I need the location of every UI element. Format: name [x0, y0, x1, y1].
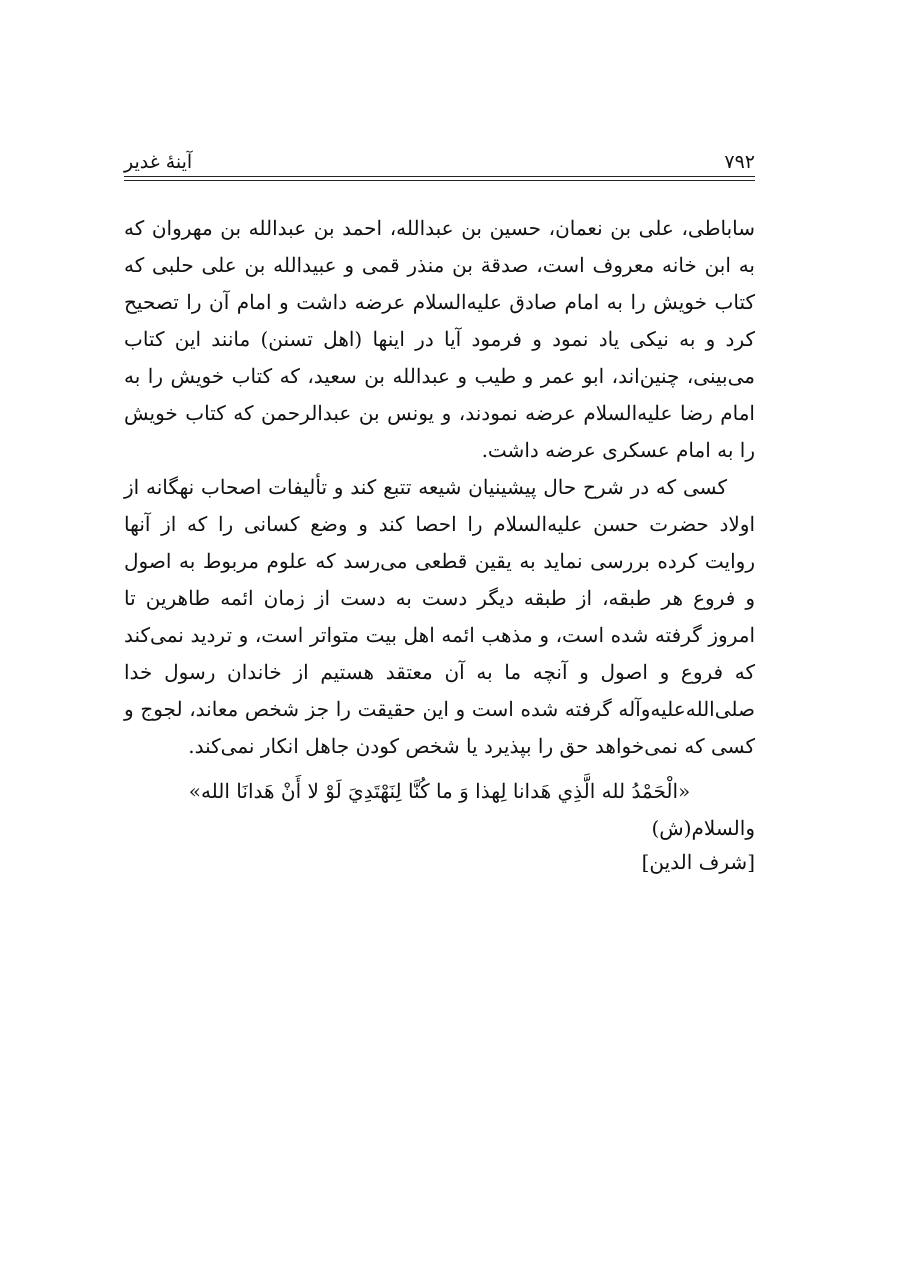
header-rule-thin — [124, 180, 755, 181]
running-head — [124, 146, 755, 174]
header-rule — [124, 176, 755, 177]
author-signature: [شرف الدين] — [641, 850, 755, 874]
quranic-quote: «الْحَمْدُ لله الَّذِي هَدانا لِهذا وَ ما كُنَّا لِنَهْتَدِيَ لَوْ لا أَنْ هَدانَا الله» — [188, 779, 691, 803]
body-text — [124, 210, 755, 879]
page-number: ۷۹۲ — [724, 151, 755, 173]
closing-salutation: والسلام(ش) — [651, 816, 755, 840]
book-title: آینهٔ غدیر — [124, 151, 193, 173]
paragraph-1: ساباطی، علی بن نعمان، حسین بن عبدالله، احمد بن عبدالله بن مهروان که به ابن خانه معروف است، صدقة بن منذر قمی و عبیدالله بن علی حلبی که کتاب خویش را به امام صادق علیه‌السلام عرضه داشت و امام آن را تصحیح کرد و به نیکی یاد نمود و فرمود آیا در اینها (اهل تسنن) مانند این کتاب می‌بینی، چنین‌اند، ابو عمر و طیب و عبدالله بن سعید، که کتاب خویش را به امام رضا علیه‌السلام عرضه نمودند، و یونس بن عبدالرحمن که کتاب خویش را به امام عسکری عرضه داشت. — [124, 216, 756, 462]
paragraph-2: کسی که در شرح حال پیشینیان شیعه تتبع کند و تألیفات اصحاب نهگانه از اولاد حضرت حسن علیه‌السلام را احصا کند و وضع کسانی را که از آنها روایت کرده بررسی نماید به یقین قطعی می‌رسد که علوم مربوط به اصول و فروع هر طبقه، از طبقه دیگر دست به دست از زمان ائمه طاهرین تا امروز گرفته شده است، و مذهب ائمه اهل بیت متواتر است، و تردید نمی‌کند که فروع و اصول و آنچه ما به آن معتقد هستیم از خاندان رسول خدا صلی‌الله‌علیه‌وآله گرفته شده است و این حقیقت را جز شخص معاند، لجوج و کسی که نمی‌خواهد حق را بپذیرد یا شخص کودن جاهل انکار نمی‌کند. — [124, 475, 755, 758]
